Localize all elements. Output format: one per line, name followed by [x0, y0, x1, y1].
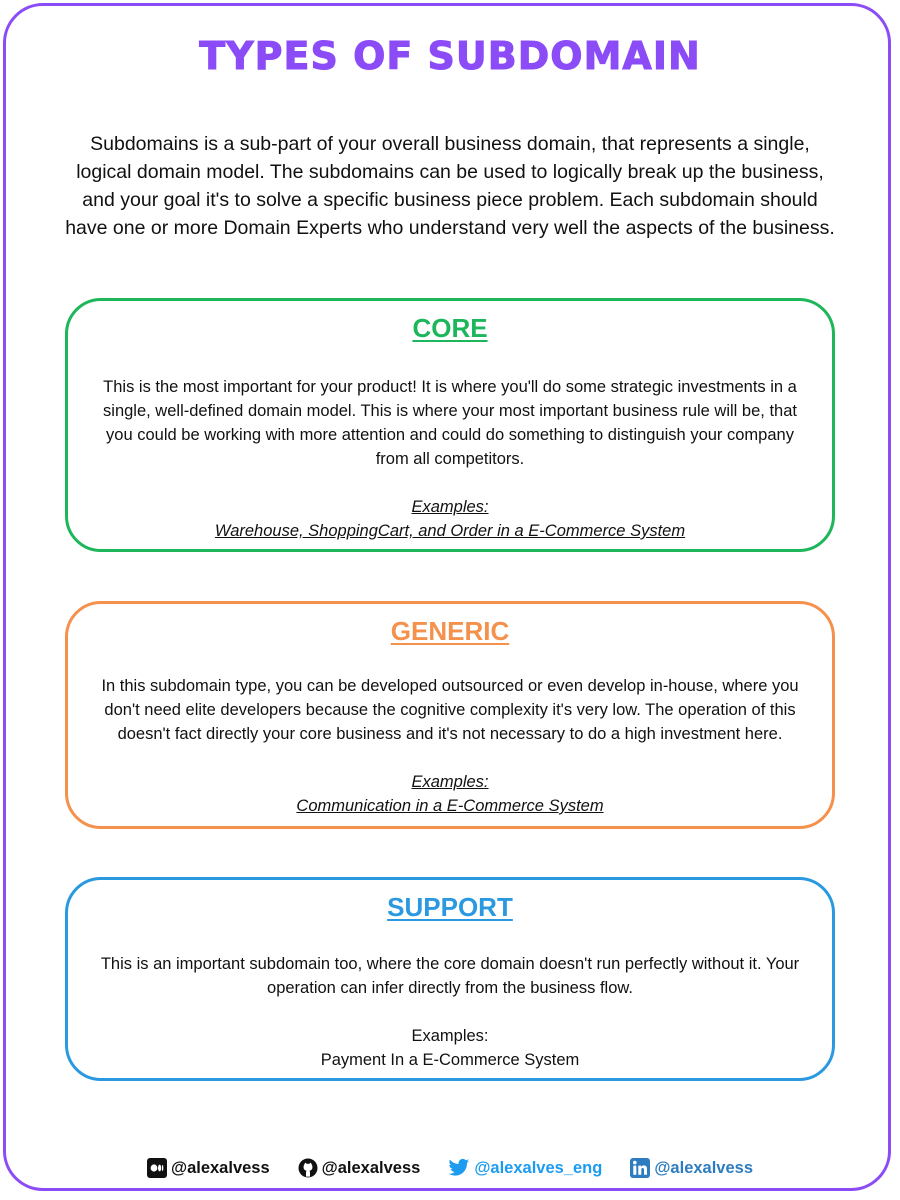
medium-handle: @alexalvess [170, 1158, 270, 1177]
linkedin-link[interactable] [630, 1158, 753, 1178]
generic-description: In this subdomain type, you can be developed outsourced or even develop in-house, where you don't need elite developers because the cognitive complexity it's very low. The operation of this doesn't fact directly your core business and it's not necessary to do a high investment here. [101, 677, 799, 743]
support-examples: Payment In a E-Commerce System [320, 1051, 580, 1069]
core-examples-label: Examples: [411, 498, 489, 516]
support-examples-label: Examples: [411, 1027, 489, 1045]
twitter-icon [448, 1158, 470, 1178]
generic-card [65, 601, 835, 829]
medium-icon [147, 1158, 167, 1178]
generic-examples: Communication in a E-Commerce System [296, 797, 604, 815]
core-heading: CORE [412, 313, 488, 343]
medium-link[interactable] [147, 1158, 270, 1178]
page-title: TYPES OF SUBDOMAIN [199, 34, 701, 78]
intro-paragraph: Subdomains is a sub-part of your overall business domain, that represents a single, logical domain model. The subdomains can be used to logically break up the business, and your goal it's to solve a specific business piece problem. Each subdomain should have one or more Domain Experts who understand very well the aspects of the business. [65, 133, 835, 239]
core-description: This is the most important for your product! It is where you'll do some strategic investments in a single, well-defined domain model. This is where your most important business rule will be, that you could be working with more attention and could do something to distinguish your company from all competitors. [103, 378, 797, 468]
support-card [65, 877, 835, 1081]
twitter-handle: @alexalves_eng [474, 1158, 603, 1177]
linkedin-icon [630, 1158, 650, 1178]
support-heading: SUPPORT [387, 892, 513, 922]
twitter-link[interactable] [448, 1158, 602, 1178]
core-card [65, 298, 835, 552]
core-examples: Warehouse, ShoppingCart, and Order in a E-Commerce System [214, 522, 686, 540]
generic-examples-label: Examples: [411, 773, 489, 791]
github-icon [298, 1158, 318, 1178]
github-link[interactable] [298, 1158, 421, 1178]
generic-heading: GENERIC [390, 616, 510, 646]
linkedin-handle: @alexalvess [654, 1158, 754, 1177]
support-description: This is an important subdomain too, where the core domain doesn't run perfectly without it. Your operation can infer directly from the business flow. [100, 955, 800, 997]
github-handle: @alexalvess [321, 1158, 421, 1177]
social-footer [0, 1158, 900, 1178]
